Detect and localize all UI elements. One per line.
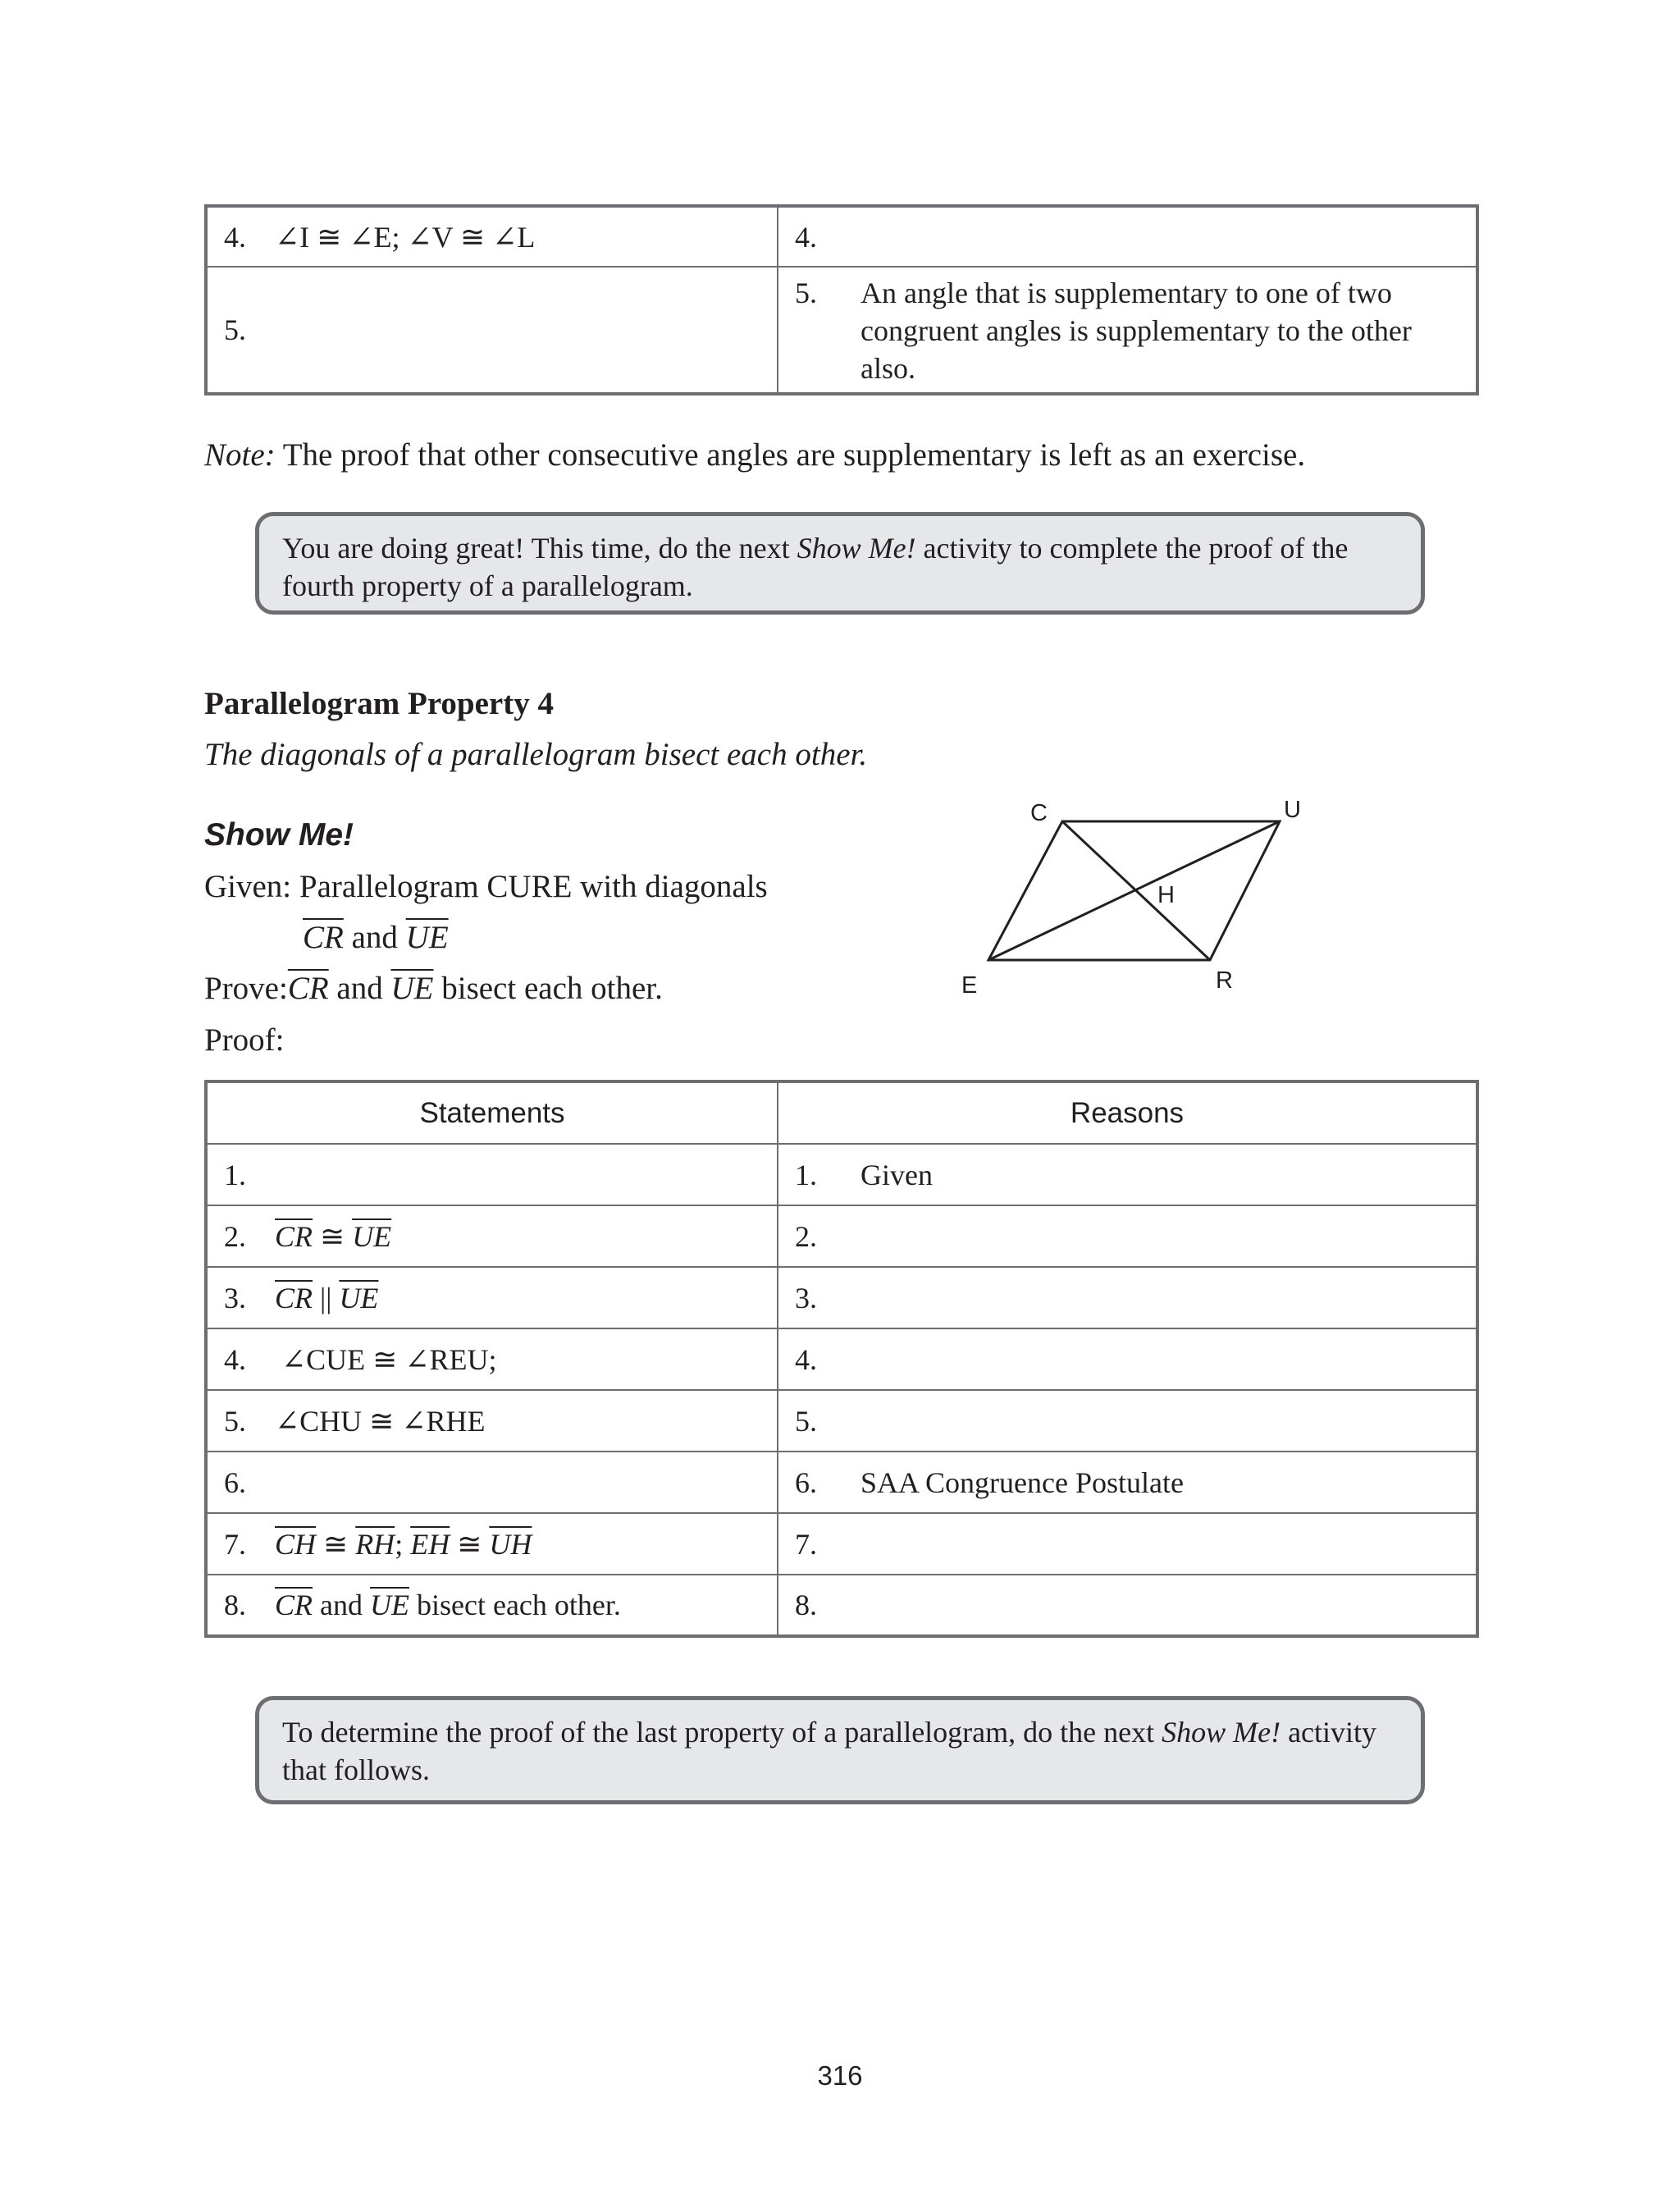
step-number: 2. — [795, 1219, 817, 1253]
given-diagonals — [303, 915, 449, 961]
segment: $\overline{RH}$ — [355, 1527, 395, 1561]
property-statement: The diagonals of a parallelogram bisect each other. — [204, 737, 868, 772]
main-proof-table — [204, 1080, 1479, 1638]
reasons-header: Reasons — [778, 1081, 1477, 1144]
statement-text — [275, 1525, 777, 1563]
vertex-label-c: C — [1030, 800, 1048, 826]
callout-text: activity that follows. — [282, 1716, 1377, 1786]
segment: $\overline{EH}$ — [410, 1527, 450, 1561]
vertex-label-e: E — [961, 972, 978, 999]
segment: $\overline{CR}$ — [275, 1589, 313, 1621]
table-row — [206, 1205, 1477, 1267]
callout-text: activity to complete the proof of the fourth property of a parallelogram. — [282, 532, 1349, 602]
table-row — [206, 1328, 1477, 1390]
statement-rest: bisect each other. — [409, 1589, 621, 1621]
note-paragraph — [204, 430, 1484, 481]
and-text: and — [336, 971, 383, 1006]
step-number: 7. — [224, 1527, 246, 1561]
table-row — [206, 1267, 1477, 1328]
step-number: 1. — [795, 1158, 817, 1191]
property-title: Parallelogram Property 4 — [204, 686, 554, 721]
operator: || — [313, 1281, 340, 1314]
statement-text: ∠CHU ≅ ∠RHE — [275, 1404, 486, 1438]
step-number: 7. — [795, 1527, 817, 1561]
note-text: The proof that other consecutive angles are supplementary is left as an exercise. — [275, 437, 1306, 473]
intersection-label-h: H — [1157, 882, 1175, 908]
table-cell — [778, 267, 1477, 394]
step-number: 5. — [224, 1404, 246, 1438]
given-line — [204, 864, 768, 910]
vertex-label-r: R — [1216, 967, 1233, 994]
table-row — [206, 1513, 1477, 1575]
diagonal-ue — [988, 821, 1280, 960]
callout-text: You are doing great! This time, do the next — [282, 532, 797, 565]
and-text: and — [351, 920, 398, 955]
page-number: 316 — [817, 2060, 863, 2091]
statements-header: Statements — [206, 1081, 778, 1144]
callout-text: To determine the proof of the last property of a parallelogram, do the next — [282, 1716, 1162, 1749]
statement-text: ∠CUE ≅ ∠REU; — [281, 1342, 497, 1376]
operator: ≅ — [313, 1219, 353, 1253]
segment: $\overline{UE}$ — [339, 1281, 379, 1314]
parallelogram-diagram — [943, 796, 1329, 1001]
step-number: 4. — [795, 220, 817, 254]
step-number: 4. — [224, 220, 246, 254]
statement-text — [275, 1586, 777, 1624]
prove-label: Prove: — [204, 971, 288, 1006]
step-number: 3. — [224, 1281, 246, 1314]
callout-emphasis: Show Me! — [1162, 1716, 1281, 1749]
callout-emphasis: Show Me! — [797, 532, 916, 565]
step-number: 6. — [795, 1465, 817, 1499]
step-number: 4. — [224, 1342, 246, 1376]
statement-text — [275, 1218, 777, 1255]
top-proof-table — [204, 204, 1479, 395]
and-text: and — [313, 1589, 370, 1621]
reason-text: SAA Congruence Postulate — [861, 1465, 1184, 1499]
prove-rest: bisect each other. — [441, 971, 663, 1006]
segment: $\overline{UE}$ — [352, 1219, 392, 1253]
segment: $\overline{CR}$ — [275, 1281, 313, 1314]
step-number: 8. — [224, 1589, 246, 1621]
table-cell — [206, 267, 778, 394]
next-activity-callout — [255, 1696, 1425, 1804]
segment: $\overline{CR}$ — [275, 1219, 313, 1253]
step-number: 1. — [224, 1158, 246, 1191]
table-row — [206, 1452, 1477, 1513]
encouragement-callout — [255, 512, 1425, 615]
step-number: 8. — [795, 1589, 817, 1621]
step-number: 4. — [795, 1342, 817, 1376]
note-label: Note: — [204, 437, 276, 473]
table-row — [206, 1390, 1477, 1452]
segment: $\overline{CH}$ — [275, 1527, 317, 1561]
step-number: 2. — [224, 1219, 246, 1253]
segment: $\overline{UH}$ — [489, 1527, 532, 1561]
segment-ue: $\overline{UE}$ — [390, 971, 434, 1006]
vertex-label-u: U — [1284, 797, 1301, 823]
operator: ≅ — [450, 1527, 490, 1561]
segment-cr: $\overline{CR}$ — [287, 971, 329, 1006]
table-cell — [778, 206, 1477, 267]
reason-text: Given — [861, 1158, 933, 1191]
segment-cr: $\overline{CR}$ — [303, 920, 344, 955]
proof-label: Proof: — [204, 1022, 285, 1058]
reason-text: An angle that is supplementary to one of two congruent angles is supplementary to the other also. — [861, 277, 1412, 385]
step-number: 5. — [795, 277, 817, 309]
operator: ≅ — [316, 1527, 356, 1561]
show-me-heading: Show Me! — [204, 817, 354, 853]
given-label: Given: — [204, 869, 292, 904]
step-number: 6. — [224, 1465, 246, 1499]
statement-text: ∠I ≅ ∠E; ∠V ≅ ∠L — [275, 220, 536, 254]
table-row — [206, 1575, 1477, 1636]
given-text: Parallelogram CURE with diagonals — [299, 869, 768, 904]
table-row — [206, 1144, 1477, 1205]
table-cell — [206, 206, 778, 267]
segment: $\overline{UE}$ — [370, 1589, 409, 1621]
step-number: 5. — [224, 313, 246, 346]
prove-line — [204, 966, 663, 1012]
step-number: 3. — [795, 1281, 817, 1314]
separator: ; — [395, 1527, 411, 1561]
segment-ue: $\overline{UE}$ — [405, 920, 449, 955]
step-number: 5. — [795, 1404, 817, 1438]
statement-text — [275, 1279, 777, 1317]
